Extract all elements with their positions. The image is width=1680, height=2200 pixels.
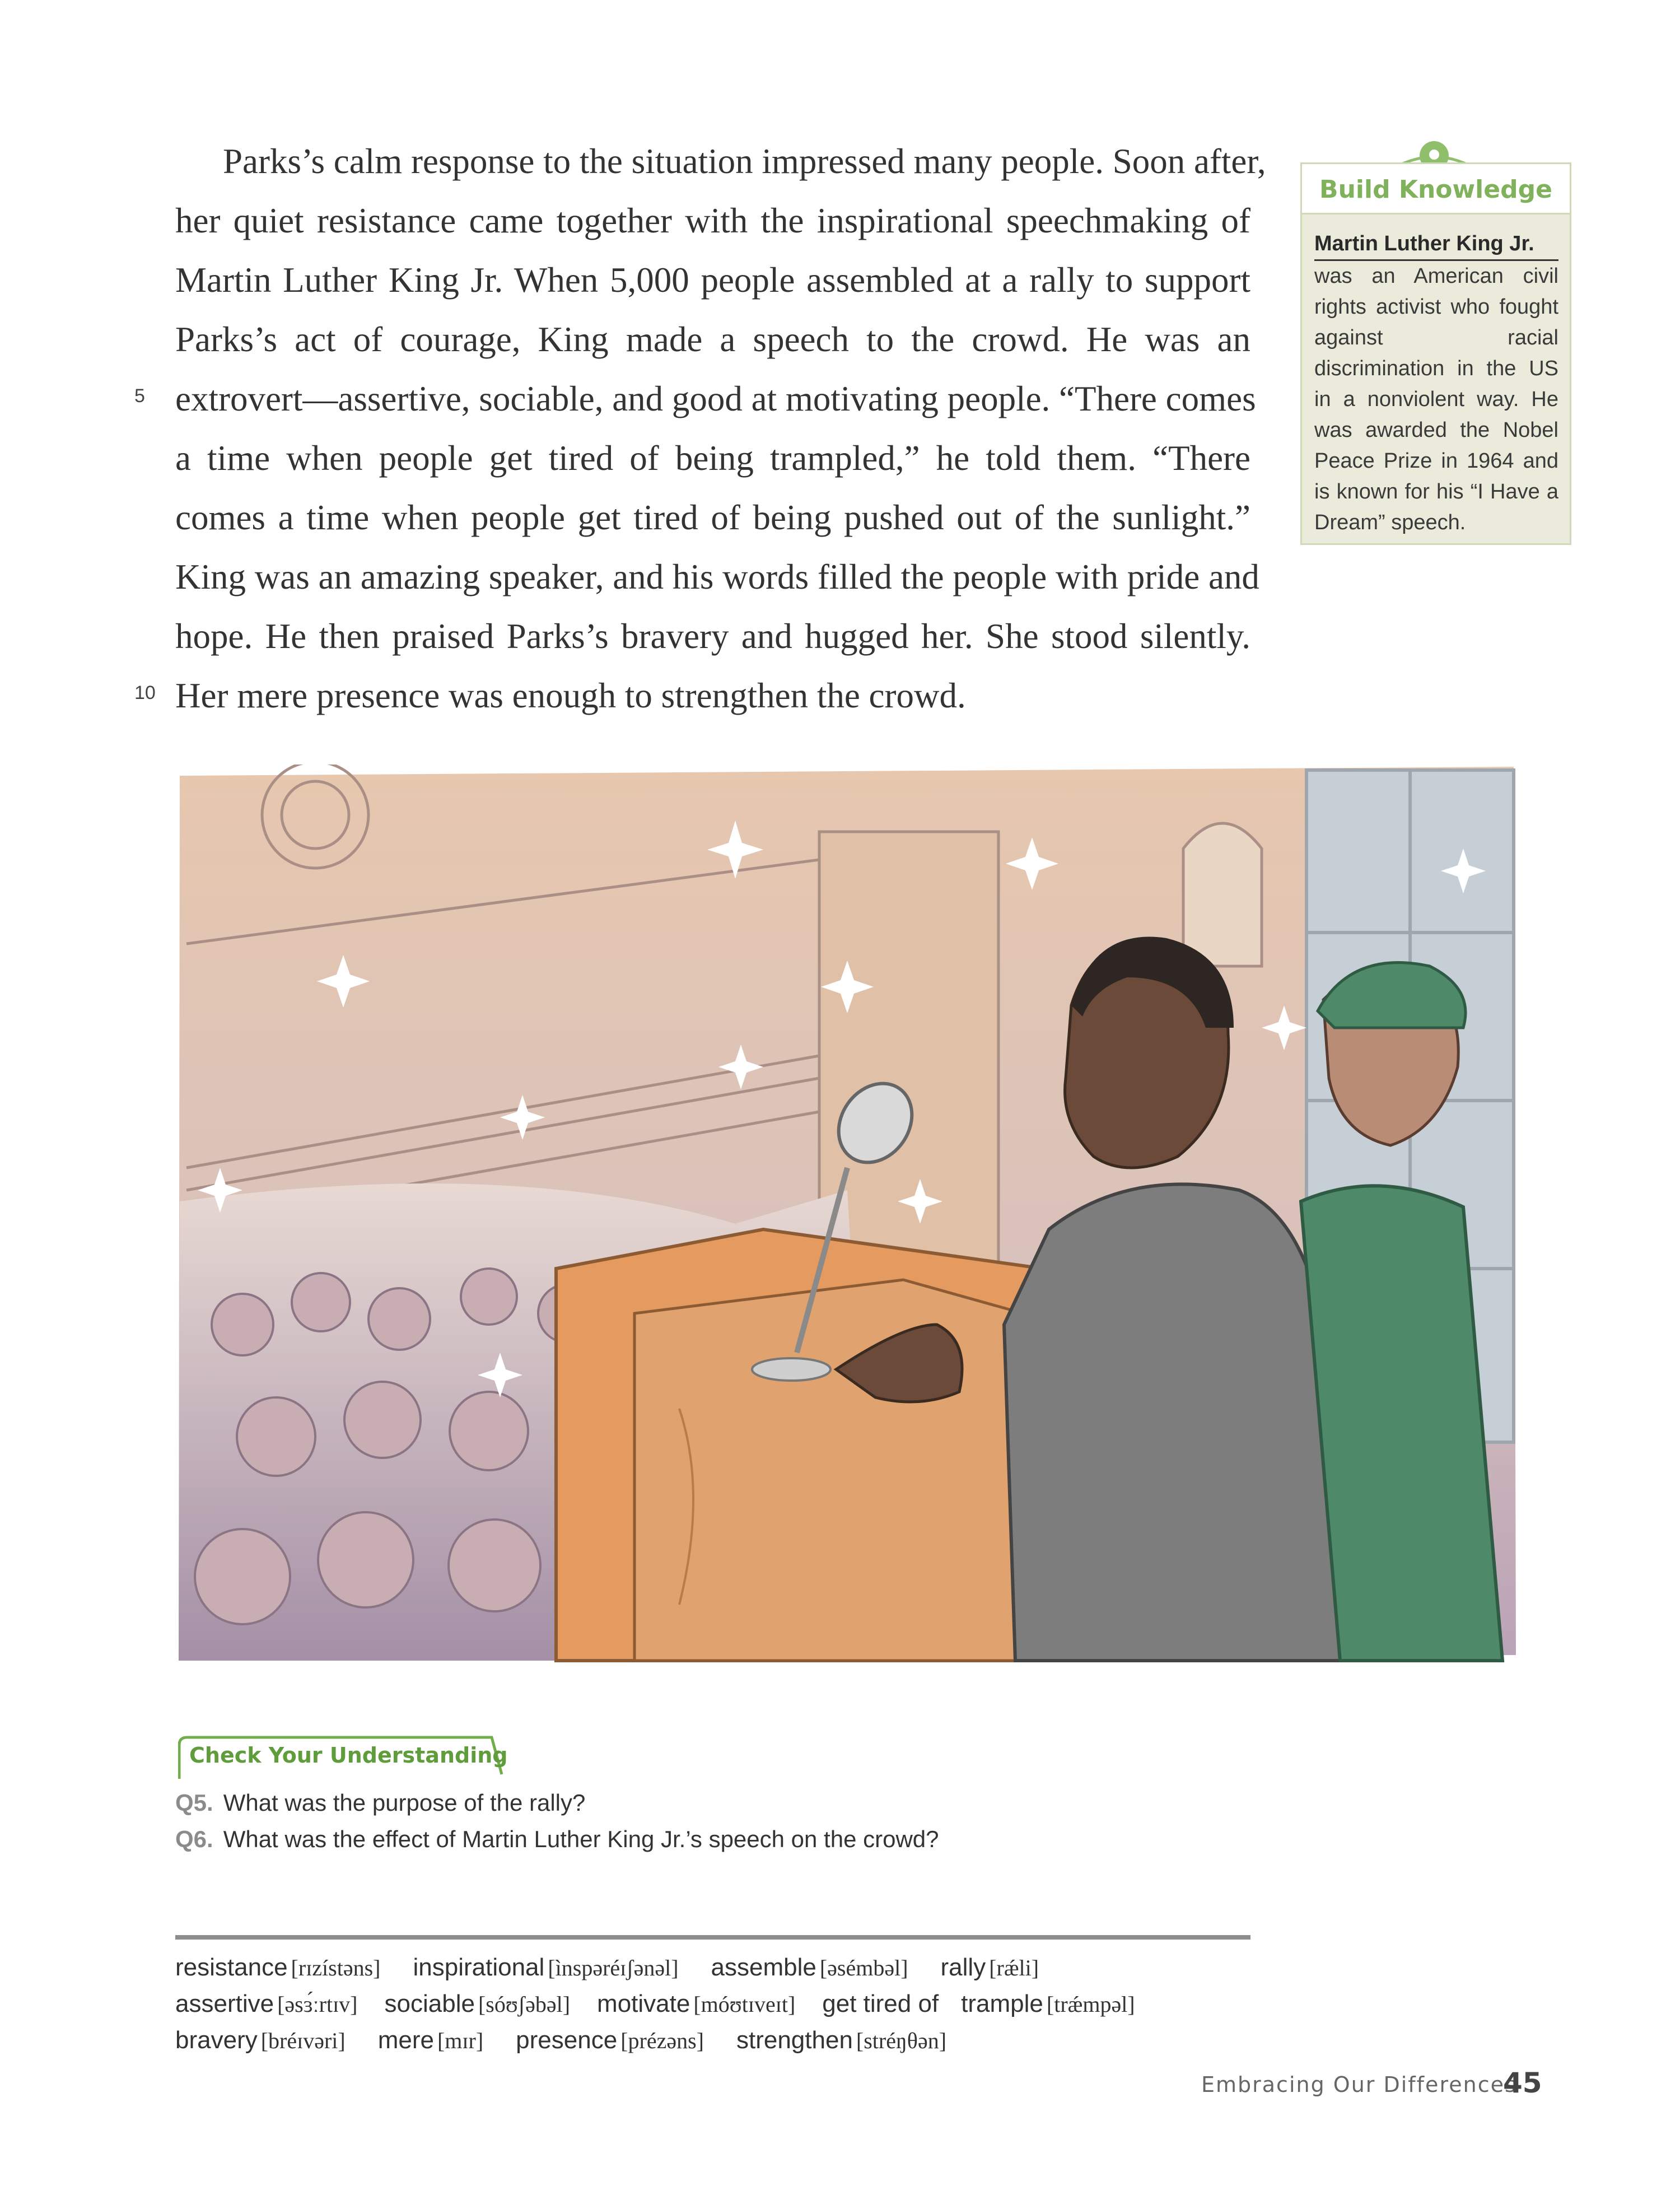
vocab-item: [941, 1954, 1039, 1981]
podium: [556, 1229, 1043, 1661]
vocab-pronunciation: [rǽli]: [989, 1955, 1039, 1980]
build-knowledge-heading: Martin Luther King Jr.: [1314, 229, 1558, 261]
passage-line: Martin Luther King Jr. When 5,000 people assembled at a rally to support: [175, 260, 1250, 300]
vocab-word: assemble: [711, 1954, 816, 1981]
question-q5: [175, 1789, 585, 1816]
vocab-word: get tired of: [822, 1990, 939, 2017]
question-text: What was the purpose of the rally?: [223, 1789, 586, 1816]
vocab-item: [385, 1990, 571, 2017]
vocab-item: [175, 1990, 358, 2017]
vocab-item: [736, 2026, 946, 2054]
vocab-pronunciation: [mɪr]: [437, 2028, 484, 2053]
passage-line: King was an amazing speaker, and his words filled the people with pride and: [175, 557, 1259, 596]
passage-line: Parks’s calm response to the situation impressed many people. Soon after,: [223, 142, 1266, 181]
passage-line: her quiet resistance came together with the inspirational speechmaking of: [175, 201, 1250, 240]
vocab-word: motivate: [597, 1990, 690, 2017]
vocab-pronunciation: [trǽmpəl]: [1046, 1992, 1135, 2017]
line-number: 5: [134, 385, 145, 407]
passage-line: extrovert—assertive, sociable, and good at motivating people. “There comes: [175, 379, 1256, 418]
build-knowledge-text: was an American civil rights activist who fought against racial discrimination in the US in a nonviolent way. He was awarded the Nobel Peace Prize in 1964 and is known for his “I Have a Dream” speech.: [1314, 264, 1558, 534]
vocab-item: [175, 1954, 381, 1981]
vocab-pronunciation: [prézəns]: [620, 2028, 704, 2053]
vocab-pronunciation: [əsémbəl]: [819, 1955, 908, 1980]
vocab-word: strengthen: [736, 2026, 853, 2054]
vocab-word: rally: [940, 1954, 986, 1981]
vocabulary-row: [175, 1990, 1256, 2018]
vocab-pronunciation: [əsɜ́ːrtɪv]: [277, 1992, 358, 2017]
vocab-word: sociable: [384, 1990, 475, 2017]
vocab-pronunciation: [rɪzístəns]: [291, 1955, 381, 1980]
vocab-item: [822, 1990, 939, 2017]
question-text: What was the effect of Martin Luther King Jr.’s speech on the crowd?: [223, 1826, 939, 1852]
vocab-item: [597, 1990, 795, 2017]
vocab-item: [175, 2026, 346, 2054]
vocab-word: bravery: [175, 2026, 258, 2054]
vocab-item: [711, 1954, 908, 1981]
passage-line: comes a time when people get tired of being pushed out of the sunlight.”: [175, 498, 1250, 537]
vocab-pronunciation: [ìnspəréɪʃənəl]: [548, 1955, 679, 1980]
vocab-item: [516, 2026, 704, 2054]
question-number: Q6.: [175, 1826, 213, 1852]
page-number: 45: [1503, 2067, 1542, 2099]
passage-line: Her mere presence was enough to strengthen the crowd.: [175, 676, 966, 715]
vocab-pronunciation: [bréɪvəri]: [260, 2028, 346, 2053]
passage-line: a time when people get tired of being trampled,” he told them. “There: [175, 439, 1250, 478]
rally-illustration: [175, 765, 1519, 1663]
vocab-item: [961, 1990, 1135, 2017]
build-knowledge-title: Build Knowledge: [1302, 164, 1570, 215]
vocabulary-divider: [175, 1935, 1250, 1940]
vocab-word: inspirational: [413, 1954, 545, 1981]
vocab-item: [413, 1954, 679, 1981]
vocab-word: mere: [377, 2026, 434, 2054]
passage-line: hope. He then praised Parks’s bravery and hugged her. She stood silently.: [175, 617, 1250, 656]
vocabulary-row: [175, 2026, 1256, 2054]
vocab-pronunciation: [sóʊʃəbəl]: [478, 1992, 571, 2017]
vocab-item: [378, 2026, 483, 2054]
passage-line: Parks’s act of courage, King made a speech to the crowd. He was an: [175, 320, 1250, 359]
reading-passage: [175, 132, 1266, 725]
vocab-word: resistance: [175, 1954, 288, 1981]
check-understanding-label: Check Your Understanding: [189, 1743, 508, 1768]
question-q6: [175, 1826, 939, 1853]
vocab-pronunciation: [móʊtɪveɪt]: [693, 1992, 796, 2017]
question-number: Q5.: [175, 1789, 213, 1816]
footer-chapter-title: Embracing Our Differences: [1201, 2072, 1517, 2097]
vocab-word: presence: [516, 2026, 618, 2054]
build-knowledge-body: [1314, 229, 1558, 538]
vocabulary-row: [175, 1954, 1256, 1982]
vocab-word: trample: [961, 1990, 1043, 2017]
vocab-pronunciation: [stréŋθən]: [856, 2028, 947, 2053]
build-knowledge-box: [1300, 162, 1571, 545]
line-number: 10: [134, 682, 156, 703]
vocab-word: assertive: [175, 1990, 274, 2017]
